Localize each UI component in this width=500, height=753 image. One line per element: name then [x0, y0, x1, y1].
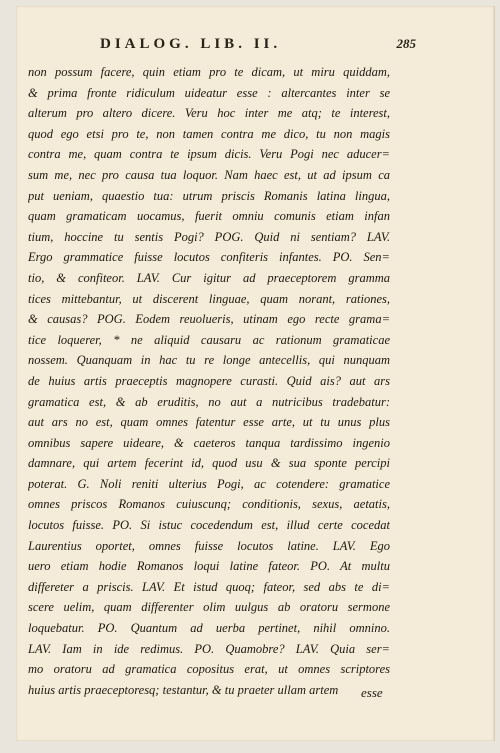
text-line: omnes priscos Romanos cuiuscunq; conditionis, sexus, aetatis, — [28, 497, 390, 512]
text-line: quod ego etsi pro te, non tamen contra me dico, tu non magis — [28, 126, 390, 141]
text-line: quam gramaticam uocamus, fuerit omniu comunis etiam infan — [28, 209, 390, 224]
book-page — [16, 6, 495, 741]
text-line: sum me, nec pro causa tua loquor. Nam haec est, ut ad ipsum ca — [28, 167, 390, 182]
text-line: Laurentius oportet, omnes fuisse locutos latine. LAV. Ego — [28, 538, 390, 553]
body-text — [28, 62, 390, 700]
text-line: uero etiam hodie Romanos loqui latine fateor. PO. At multu — [28, 559, 390, 574]
text-line: differeter a priscis. LAV. Et istud quoq; fateor, sed abs te di= — [28, 579, 390, 594]
text-line: tio, & confiteor. LAV. Cur igitur ad praeceptorem gramma — [28, 270, 390, 285]
text-line: locutos fuisse. PO. Si istuc cocedendum est, illud certe cocedat — [28, 518, 390, 533]
text-line: aut ars no est, quam omnes fatentur esse arte, ut tu unus plus — [28, 415, 390, 430]
text-line: scere uelim, quam differenter olim uulgus ab oratoru sermone — [28, 600, 390, 615]
running-head: DIALOG. LIB. II. — [100, 36, 282, 52]
catchword: esse — [361, 685, 383, 700]
text-line: huius artis praeceptoresq; testantur, & tu praeter ullam artem — [28, 682, 339, 697]
text-line: & causas? POG. Eodem reuolueris, utinam ego recte grama= — [28, 312, 390, 327]
text-line: damnare, qui artem fecerint id, quod usu & sua sponte percipi — [28, 456, 390, 471]
text-line: Ergo grammatice fuisse locutos confiteris infantes. PO. Sen= — [28, 250, 390, 265]
text-line: nossem. Quanquam in hac tu re longe antecellis, qui nunquam — [28, 353, 390, 368]
text-line: de huius artis praeceptis magnopere curasti. Quid ais? aut ars — [28, 373, 390, 388]
text-line: tices mittebantur, ut discerent linguae, quam norant, rationes, — [28, 291, 390, 306]
text-line: gramatica est, & ab eruditis, no aut a nutricibus tradebatur: — [28, 394, 390, 409]
text-line: poterat. G. Noli reniti ulterius Pogi, ac cotendere: gramatice — [28, 476, 390, 491]
text-line: & prima fronte ridiculum uideatur esse : altercantes inter se — [28, 85, 390, 100]
text-line: contra me, quam contra te ipsum dicis. Veru Pogi nec aducer= — [28, 147, 390, 162]
text-line: tium, hoccine tu sentis Pogi? POG. Quid ni sentiam? LAV. — [28, 229, 390, 244]
text-line: alterum pro altero dicere. Veru hoc inter me atq; te interest, — [28, 106, 390, 121]
text-line: omnibus sapere uideare, & caeteros tanqua tardissimo ingenio — [28, 435, 390, 450]
text-line: loquebatur. PO. Quantum ad uerba pertinet, nihil omnino. — [28, 621, 390, 636]
text-line: tice loquerer, * ne aliquid causaru ac rationum gramaticae — [28, 332, 390, 347]
page-header — [100, 36, 416, 56]
text-line: non possum facere, quin etiam pro te dicam, ut miru quiddam, — [28, 65, 390, 79]
text-line: LAV. Iam in ide redimus. PO. Quamobre? LAV. Quia ser= — [28, 641, 390, 656]
text-line: mo oratoru ad gramatica copositus erat, ut omnes scriptores — [28, 662, 390, 677]
page-number: 285 — [396, 36, 416, 51]
text-line: put ueniam, quaestio tua: utrum priscis Romanis latina lingua, — [28, 188, 390, 203]
